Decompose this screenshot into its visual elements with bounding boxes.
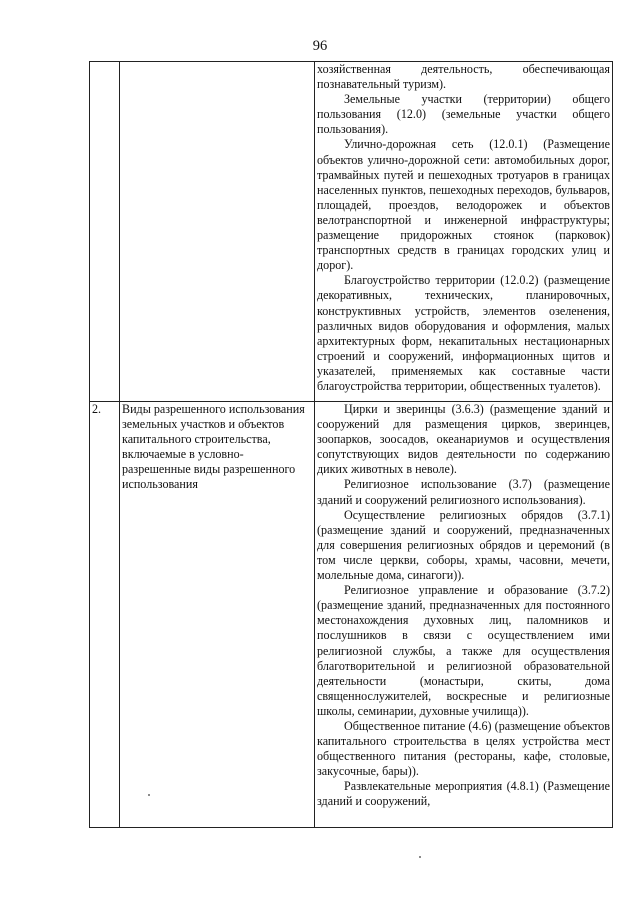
scan-speck [148, 794, 150, 796]
description-paragraph: Земельные участки (территории) общего пользования (12.0) (земельные участки общего пользования). [317, 92, 610, 137]
description-paragraph: Развлекательные мероприятия (4.8.1) (Размещение зданий и сооружений, [317, 779, 610, 809]
description-paragraph: Осуществление религиозных обрядов (3.7.1) (размещение зданий и сооружений, предназначенных для совершения религиозных обрядов и церемоний (в том числе церкви, соборы, храмы, часовни, мечети, молельные дома, синагоги)). [317, 507, 610, 583]
scan-speck [419, 856, 421, 858]
table-row [90, 402, 613, 828]
description-paragraph: Религиозное управление и образование (3.7.2) (размещение зданий, предназначенных для постоянного местонахождения духовных лиц, паломников и послушников в связи с осуществлением ими религиозной службы, а также для осуществления благотворительной и религиозной образовательной деятельности (монастыри, скиты, дома священнослужителей, воскресные и религиозные школы, семинарии, духовные училища)). [317, 583, 610, 718]
description-paragraph: Благоустройство территории (12.0.2) (размещение декоративных, технических, планировочных, конструктивных устройств, элементов озеленения, различных видов оборудования и оформления, малых архитектурных форм, некапитальных нестационарных строений и сооружений, информационных щитов и указателей, применяемых как составные части благоустройства территории, общественных туалетов). [317, 273, 610, 393]
description-paragraph: Религиозное использование (3.7) (размещение зданий и сооружений религиозного использования). [317, 477, 610, 507]
row-name-cell: Виды разрешенного использования земельных участков и объектов капитального строительства, включаемые в условно-разрешенные виды разрешенного использования [120, 402, 315, 828]
description-paragraph: Улично-дорожная сеть (12.0.1) (Размещение объектов улично-дорожной сети: автомобильных дорог, трамвайных путей и пешеходных тротуаров в границах населенных пунктов, пешеходных переходов, бульваров, площадей, проездов, велодорожек и объектов велотранспортной и инженерной инфраструктуры; размещение придорожных стоянок (парковок) транспортных средств в границах городских улиц и дорог). [317, 137, 610, 273]
zoning-table [89, 61, 613, 828]
description-paragraph: хозяйственная деятельность, обеспечивающая познавательный туризм). [317, 62, 610, 92]
row-number-cell [90, 62, 120, 402]
description-paragraph: Цирки и зверинцы (3.6.3) (размещение зданий и сооружений для размещения цирков, зверинцев, зоопарков, зоосадов, океанариумов и осуществления сопутствующих видов деятельности по содержанию диких животных в неволе). [317, 402, 610, 477]
description-paragraph: Общественное питание (4.6) (размещение объектов капитального строительства в целях устройства мест общественного питания (рестораны, кафе, столовые, закусочные, бары)). [317, 718, 610, 779]
row-number-cell: 2. [90, 402, 120, 828]
row-name-cell [120, 62, 315, 402]
page-number: 96 [312, 38, 328, 54]
table-row [90, 62, 613, 402]
row-description-cell [315, 402, 613, 828]
row-description-cell [315, 62, 613, 402]
